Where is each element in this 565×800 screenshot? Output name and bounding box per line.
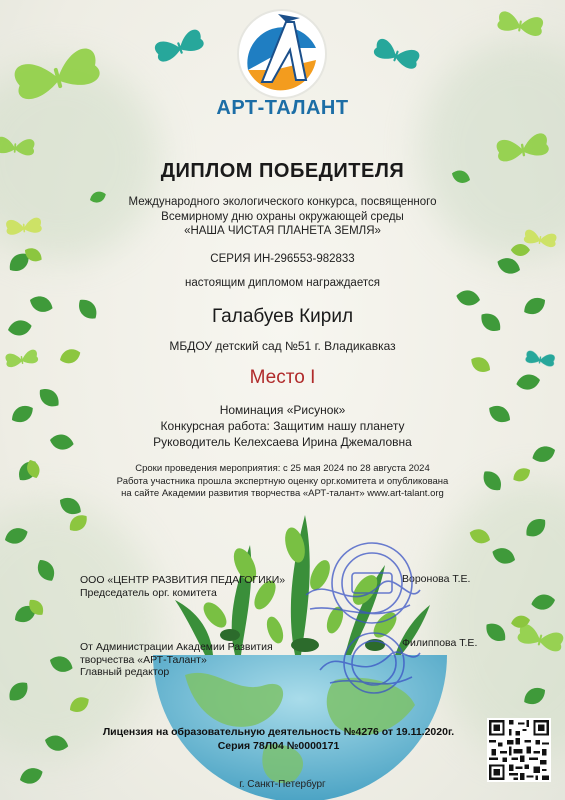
- terms-line: Сроки проведения мероприятия: с 25 мая 2024 по 28 августа 2024: [135, 463, 430, 474]
- contest-line: Всемирному дню охраны окружающей среды: [161, 210, 404, 223]
- recipient-name: Галабуев Кирил: [211, 306, 354, 327]
- terms-line: Работа участника прошла экспертную оценку орг.комитета и опубликована: [116, 475, 449, 487]
- signer-organization: творчества «АРТ-Талант»: [80, 653, 207, 666]
- contest-line: Международного экологического конкурса, посвященного: [128, 196, 437, 208]
- place-award: Место I: [249, 367, 316, 388]
- diploma-title: ДИПЛОМ ПОБЕДИТЕЛЯ: [160, 160, 405, 182]
- contest-description: [0, 195, 565, 239]
- signer-organization: От Администрации Академии Развития: [80, 641, 273, 653]
- signer-name-1: Воронова Т.Е.: [402, 573, 471, 585]
- brand-name: АРТ-ТАЛАНТ: [216, 97, 349, 119]
- recipient-organization: МБДОУ детский сад №51 г. Владикавказ: [169, 339, 396, 353]
- contest-work: Конкурсная работа: Защитим нашу планету: [160, 419, 405, 433]
- nomination: Номинация «Рисунок»: [219, 403, 346, 417]
- city: г. Санкт-Петербург: [239, 779, 326, 790]
- signer-role: Главный редактор: [80, 666, 170, 678]
- award-text: настоящим дипломом награждается: [185, 277, 380, 289]
- contest-line: «НАША ЧИСТАЯ ПЛАНЕТА ЗЕМЛЯ»: [184, 225, 381, 237]
- license-series: Серия 78Л04 №0000171: [217, 740, 340, 752]
- diploma-series: СЕРИЯ ИН-296553-982833: [210, 253, 355, 265]
- signer-organization: ООО «ЦЕНТР РАЗВИТИЯ ПЕДАГОГИКИ»: [80, 574, 286, 586]
- signer-role: Председатель орг. комитета: [80, 586, 217, 599]
- signer-name-2: Филиппова Т.Е.: [402, 637, 478, 649]
- work-details: [0, 402, 565, 450]
- signature-block-2: [80, 641, 273, 679]
- qr-code-icon: [487, 718, 551, 782]
- supervisor: Руководитель Келехсаева Ирина Джемаловна: [153, 435, 412, 449]
- stamp-icon: [300, 535, 425, 700]
- signature-block-1: [80, 574, 285, 599]
- license-info: [76, 725, 481, 753]
- license-number: Лицензия на образовательную деятельность №4276 от 19.11.2020г.: [102, 726, 455, 738]
- watercolor-wash: [0, 500, 160, 760]
- event-terms: [0, 463, 565, 501]
- terms-line: на сайте Академии развития творчества «АРТ-талант» www.art-talant.org: [121, 488, 444, 499]
